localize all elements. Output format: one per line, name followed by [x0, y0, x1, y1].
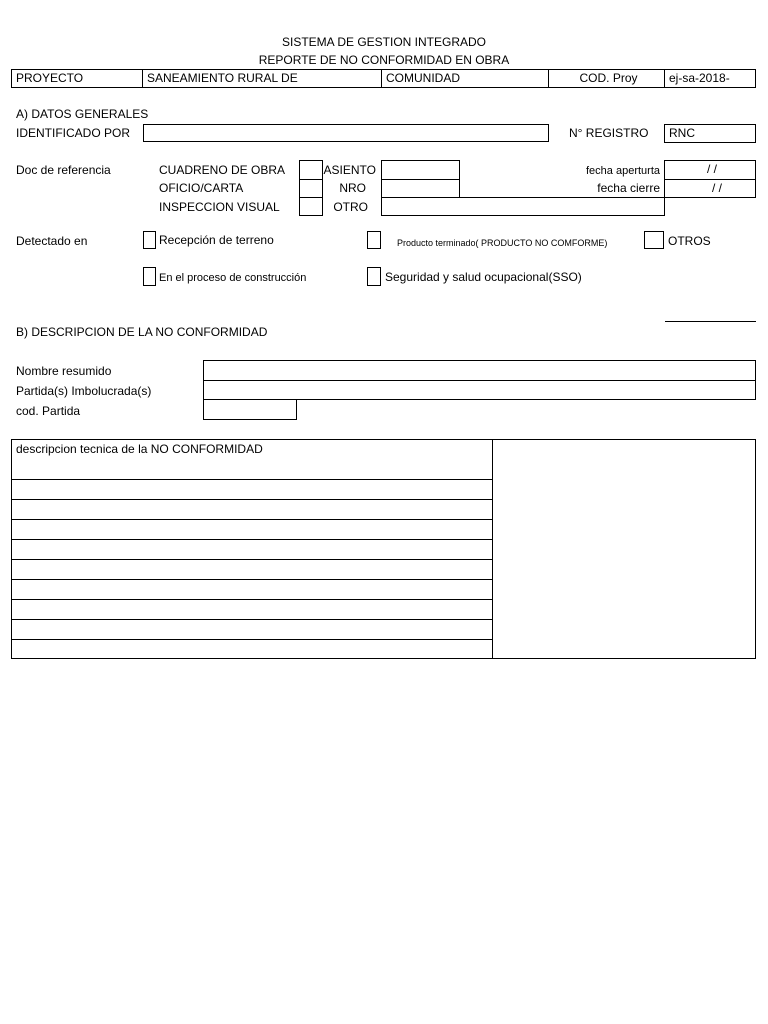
- nro-field[interactable]: [381, 179, 460, 198]
- doc-item-cuaderno: CUADRENO DE OBRA: [159, 163, 286, 177]
- descripcion-row-line[interactable]: [11, 579, 492, 580]
- descripcion-row-line[interactable]: [11, 639, 492, 640]
- fecha-apertura-field[interactable]: / /: [664, 160, 756, 180]
- comunidad-label: COMUNIDAD: [381, 69, 549, 88]
- fecha-apertura-label: fecha aperturta: [586, 165, 660, 177]
- cod-proy-value[interactable]: ej-sa-2018-: [664, 69, 756, 88]
- otro-label: OTRO: [333, 200, 368, 214]
- recepcion-checkbox[interactable]: [143, 231, 156, 249]
- section-a-title: A) DATOS GENERALES: [16, 107, 149, 121]
- producto-checkbox[interactable]: [367, 231, 381, 249]
- cod-partida-field[interactable]: [203, 399, 297, 420]
- descripcion-table: [11, 439, 756, 659]
- descripcion-row-line[interactable]: [11, 479, 492, 480]
- nombre-resumido-field[interactable]: [203, 360, 756, 381]
- seguridad-label: Seguridad y salud ocupacional(SSO): [385, 270, 582, 284]
- registro-label: N° REGISTRO: [569, 126, 649, 140]
- cod-partida-label: cod. Partida: [16, 404, 81, 418]
- partida-label: Partida(s) Imbolucrada(s): [16, 384, 152, 398]
- identificado-label: IDENTIFICADO POR: [16, 126, 131, 140]
- report-title: REPORTE DE NO CONFORMIDAD EN OBRA: [258, 53, 510, 67]
- registro-value[interactable]: RNC: [664, 124, 756, 143]
- nombre-resumido-label: Nombre resumido: [16, 364, 112, 378]
- doc-item-inspeccion: INSPECCION VISUAL: [159, 200, 280, 214]
- inspeccion-checkbox[interactable]: [299, 197, 323, 216]
- proceso-checkbox[interactable]: [143, 267, 156, 286]
- descripcion-row-line[interactable]: [11, 619, 492, 620]
- system-title: SISTEMA DE GESTION INTEGRADO: [281, 35, 487, 49]
- descripcion-divider: [492, 439, 493, 659]
- otro-field[interactable]: [381, 197, 665, 216]
- fecha-cierre-label: fecha cierre: [597, 181, 660, 195]
- cuaderno-checkbox[interactable]: [299, 160, 323, 180]
- oficio-checkbox[interactable]: [299, 179, 323, 198]
- otros-label: OTROS: [668, 234, 711, 248]
- identificado-field[interactable]: [143, 124, 549, 142]
- descripcion-row-line[interactable]: [11, 519, 492, 520]
- descripcion-label: descripcion tecnica de la NO CONFORMIDAD: [16, 442, 263, 456]
- proyecto-label: PROYECTO: [11, 69, 143, 88]
- descripcion-row-line[interactable]: [11, 559, 492, 560]
- signature-line: [665, 321, 756, 322]
- descripcion-row-line[interactable]: [11, 499, 492, 500]
- descripcion-row-line[interactable]: [11, 539, 492, 540]
- nro-label: NRO: [339, 181, 366, 195]
- asiento-label: ASIENTO: [323, 163, 376, 177]
- asiento-field[interactable]: [381, 160, 460, 180]
- producto-label: Producto terminado( PRODUCTO NO COMFORME): [397, 238, 608, 248]
- doc-item-oficio: OFICIO/CARTA: [159, 181, 244, 195]
- doc-ref-label: Doc de referencia: [16, 163, 111, 177]
- otros-checkbox[interactable]: [644, 231, 664, 249]
- partida-field[interactable]: [203, 380, 756, 400]
- detectado-label: Detectado en: [16, 234, 88, 248]
- proyecto-value[interactable]: SANEAMIENTO RURAL DE: [142, 69, 382, 88]
- cod-proy-label: COD. Proy: [548, 69, 665, 88]
- proceso-label: En el proceso de construcción: [159, 272, 307, 284]
- section-b-title: B) DESCRIPCION DE LA NO CONFORMIDAD: [16, 325, 268, 339]
- descripcion-row-line[interactable]: [11, 599, 492, 600]
- fecha-cierre-field[interactable]: / /: [664, 179, 756, 198]
- recepcion-label: Recepción de terreno: [159, 233, 274, 247]
- seguridad-checkbox[interactable]: [367, 267, 381, 286]
